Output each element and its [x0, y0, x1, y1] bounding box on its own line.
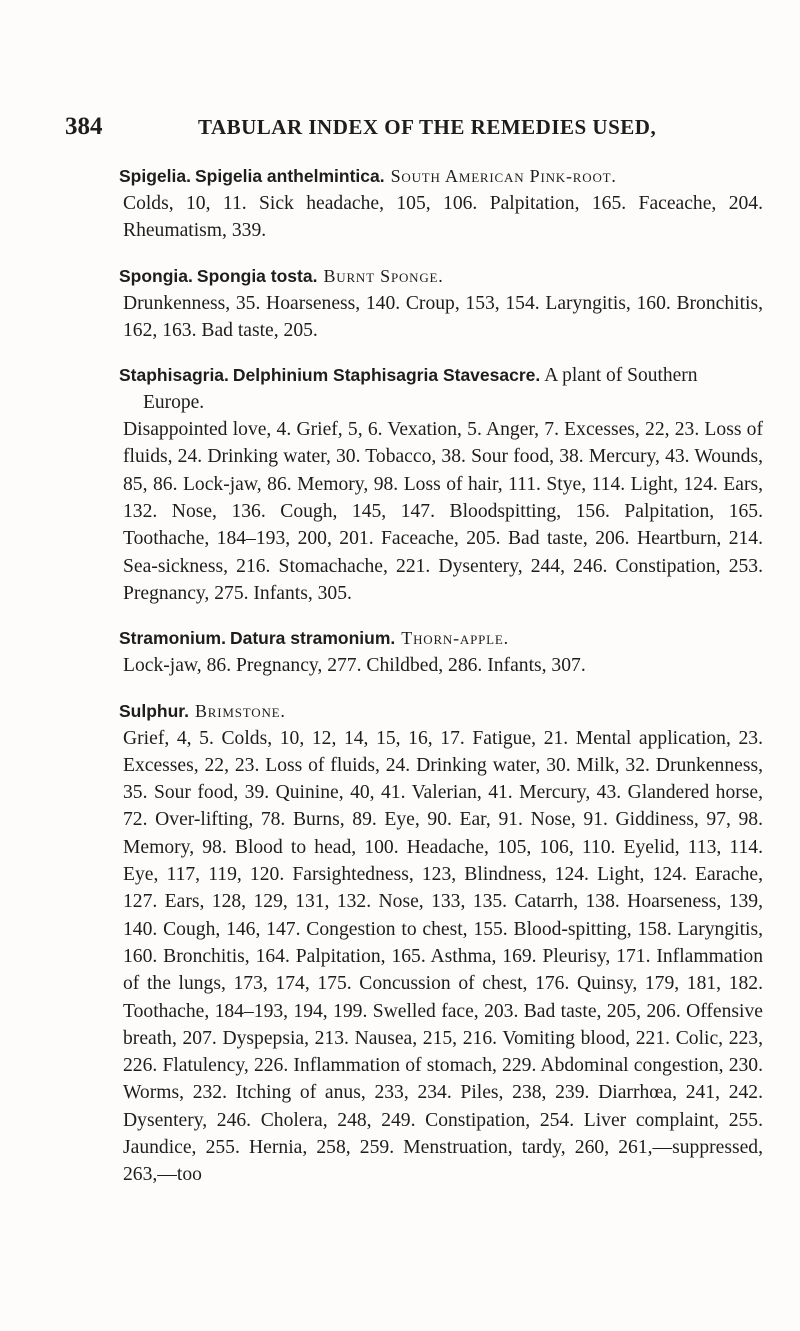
common-name: Burnt Sponge.	[323, 265, 444, 286]
common-name: Thorn-apple.	[401, 628, 509, 649]
page-header	[65, 113, 765, 143]
entry-heading	[119, 263, 763, 290]
common-name: Brimstone.	[195, 700, 286, 721]
remedy-name: Spongia.	[119, 265, 193, 286]
common-name: South American Pink-root.	[390, 166, 617, 186]
remedy-entries	[119, 163, 763, 1207]
remedy-name: Staphisagria.	[119, 365, 229, 386]
entry-conditions: Drunkenness, 35. Hoarseness, 140. Croup, 153, 154. Laryngitis, 160. Bronchitis, 162, 163. Bad taste, 205.	[123, 292, 763, 341]
remedy-entry-spongia	[119, 263, 763, 345]
entry-heading	[119, 698, 763, 725]
remedy-entry-staphisagria	[119, 362, 763, 607]
remedy-name: Stramonium.	[119, 628, 226, 649]
entry-conditions: Disappointed love, 4. Grief, 5, 6. Vexation, 5. Anger, 7. Excesses, 22, 23. Loss of fluids, 24. Drinking water, 30. Tobacco, 38. Sour food, 38. Mercury, 43. Wounds, 85, 86. Lock-jaw, 86. Memory, 98. Loss of hair, 111. Stye, 114. Light, 124. Ears, 132. Nose, 136. Cough, 145, 147. Bloodspitting, 156. Palpitation, 165. Toothache, 184–193, 200, 201. Faceache, 205. Bad taste, 206. Heartburn, 214. Sea-sickness, 216. Stomachache, 221. Dysentery, 244, 246. Constipation, 253. Pregnancy, 275. Infants, 305.	[123, 419, 763, 604]
running-title: TABULAR INDEX OF THE REMEDIES USED,	[198, 115, 657, 139]
remedy-entry-spigelia	[119, 163, 763, 245]
remedy-name: Sulphur.	[119, 700, 189, 721]
latin-name: Delphinium Staphisagria Stavesacre.	[232, 365, 541, 386]
plant-origin-note: A plant of Southern Europe.	[143, 365, 698, 414]
entry-conditions: Lock-jaw, 86. Pregnancy, 277. Childbed, 286. Infants, 307.	[123, 655, 586, 677]
latin-name: Spongia tosta.	[196, 265, 318, 286]
entry-heading	[119, 625, 763, 652]
entry-heading	[119, 163, 763, 190]
entry-conditions: Colds, 10, 11. Sick headache, 105, 106. Palpitation, 165. Faceache, 204. Rheumatism, 339.	[123, 193, 763, 242]
entry-conditions: Grief, 4, 5. Colds, 10, 12, 14, 15, 16, 17. Fatigue, 21. Mental application, 23. Excesses, 22, 23. Loss of fluids, 24. Drinking water, 30. Milk, 32. Drunkenness, 35. Sour food, 39. Quinine, 40, 41. Valerian, 41. Mercury, 43. Glandered horse, 72. Over-lifting, 78. Burns, 89. Eye, 90. Ear, 91. Nose, 91. Giddiness, 97, 98. Memory, 98. Blood to head, 100. Headache, 105, 106, 110. Eyelid, 113, 114. Eye, 117, 119, 120. Farsightedness, 123, Blindness, 124. Light, 124. Earache, 127. Ears, 128, 129, 131, 132. Nose, 133, 135. Catarrh, 138. Hoarseness, 139, 140. Cough, 146, 147. Congestion to chest, 155. Blood-spitting, 158. Laryngitis, 160. Bronchitis, 164. Palpitation, 165. Asthma, 169. Pleurisy, 171. Inflammation of the lungs, 173, 174, 175. Concussion of chest, 176. Quinsy, 179, 181, 182. Toothache, 184–193, 194, 199. Swelled face, 203. Bad taste, 205, 206. Offensive breath, 207. Dyspepsia, 213. Nausea, 215, 216. Vomiting blood, 221. Colic, 223, 226. Flatulency, 226. Inflammation of stomach, 229. Abdominal congestion, 230. Worms, 232. Itching of anus, 233, 234. Piles, 238, 239. Diarrhœa, 241, 242. Dysentery, 246. Cholera, 248, 249. Constipation, 254. Liver complaint, 255. Jaundice, 255. Hernia, 258, 259. Menstruation, tardy, 260, 261,—suppressed, 263,—too	[123, 727, 763, 1186]
remedy-entry-stramonium	[119, 625, 763, 679]
entry-heading	[119, 362, 763, 416]
remedy-entry-sulphur	[119, 698, 763, 1189]
latin-name: Spigelia anthelmintica.	[194, 166, 385, 186]
remedy-name: Spigelia.	[119, 166, 191, 186]
latin-name: Datura stramonium.	[229, 628, 396, 649]
page-number: 384	[65, 113, 103, 140]
